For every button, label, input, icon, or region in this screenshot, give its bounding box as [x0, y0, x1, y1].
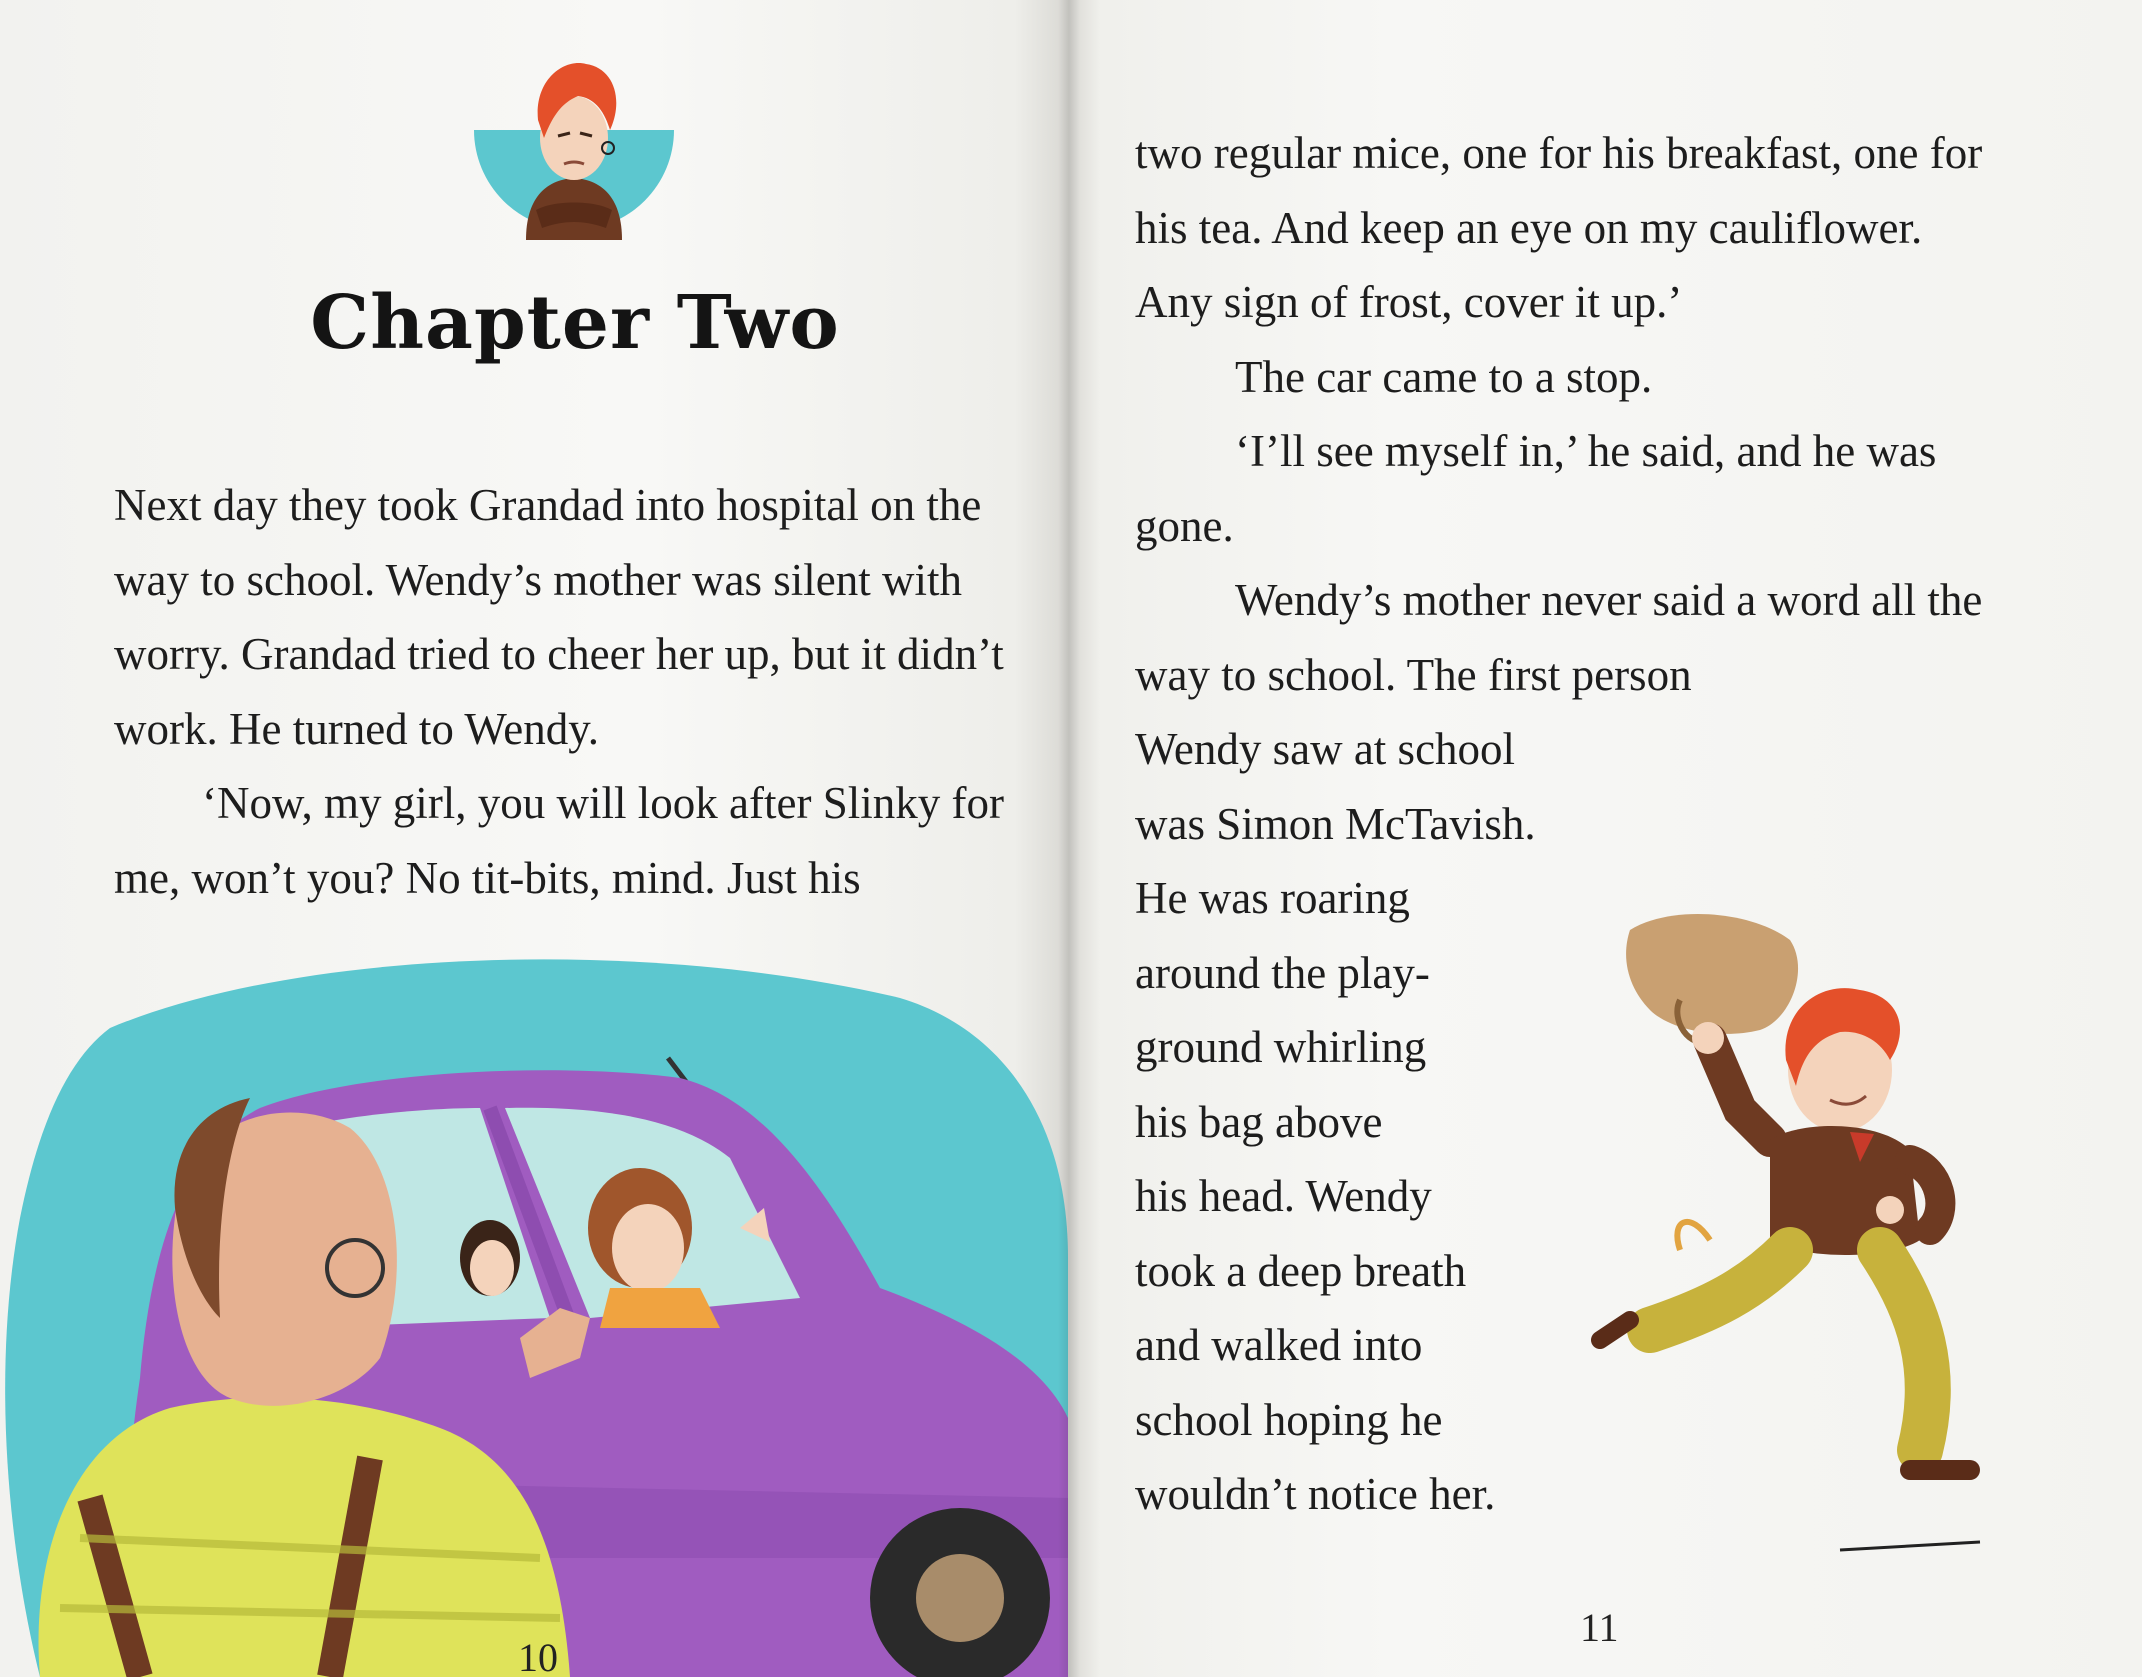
- text-line: wouldn’t notice her.: [1135, 1469, 1496, 1519]
- text-line: his tea. And keep an eye on my cauliflower.: [1135, 202, 1923, 253]
- car-illustration: [0, 958, 1068, 1677]
- text-line: his bag above: [1135, 1096, 1383, 1147]
- text-line: gone.: [1135, 500, 1234, 551]
- text-line: Wendy’s mother never said a word all the: [1235, 575, 1983, 625]
- text-line: took a deep breath: [1135, 1245, 1467, 1296]
- text-line: his head. Wendy: [1135, 1171, 1432, 1221]
- text-line: school hoping he: [1135, 1394, 1443, 1445]
- boy-running-illustration: [1590, 910, 2020, 1560]
- chapter-emblem-illustration: [474, 50, 674, 240]
- text-line: two regular mice, one for his breakfast, one for: [1135, 128, 1983, 178]
- book-gutter: [1058, 0, 1080, 1677]
- left-page-text: [114, 468, 1054, 915]
- paragraph-2: ‘Now, my girl, you will look after Slinky for me, won’t you? No tit-bits, mind. Just his: [114, 778, 1004, 903]
- text-line: ‘I’ll see myself in,’ he said, and he was: [1235, 426, 1937, 476]
- text-line: He was roaring: [1135, 873, 1410, 923]
- text-line: ground whirling: [1135, 1022, 1427, 1072]
- text-line: Any sign of frost, cover it up.’: [1135, 277, 1683, 327]
- text-line: was Simon McTavish.: [1135, 798, 1536, 849]
- text-line: around the play-: [1135, 947, 1430, 998]
- text-line: The car came to a stop.: [1235, 351, 1653, 402]
- text-line: Wendy saw at school: [1135, 724, 1516, 774]
- page-number-right: 11: [1580, 1605, 1619, 1650]
- page-number-left: 10: [518, 1635, 558, 1677]
- text-line: and walked into: [1135, 1320, 1423, 1370]
- paragraph-1: Next day they took Grandad into hospital on the way to school. Wendy’s mother was silent with worry. Grandad tried to cheer her up, but it didn’t work. He turned to Wendy.: [114, 480, 1004, 754]
- text-line: way to school. The first person: [1135, 649, 1692, 700]
- chapter-title: Chapter Two: [310, 280, 840, 366]
- left-page: [0, 0, 1068, 1677]
